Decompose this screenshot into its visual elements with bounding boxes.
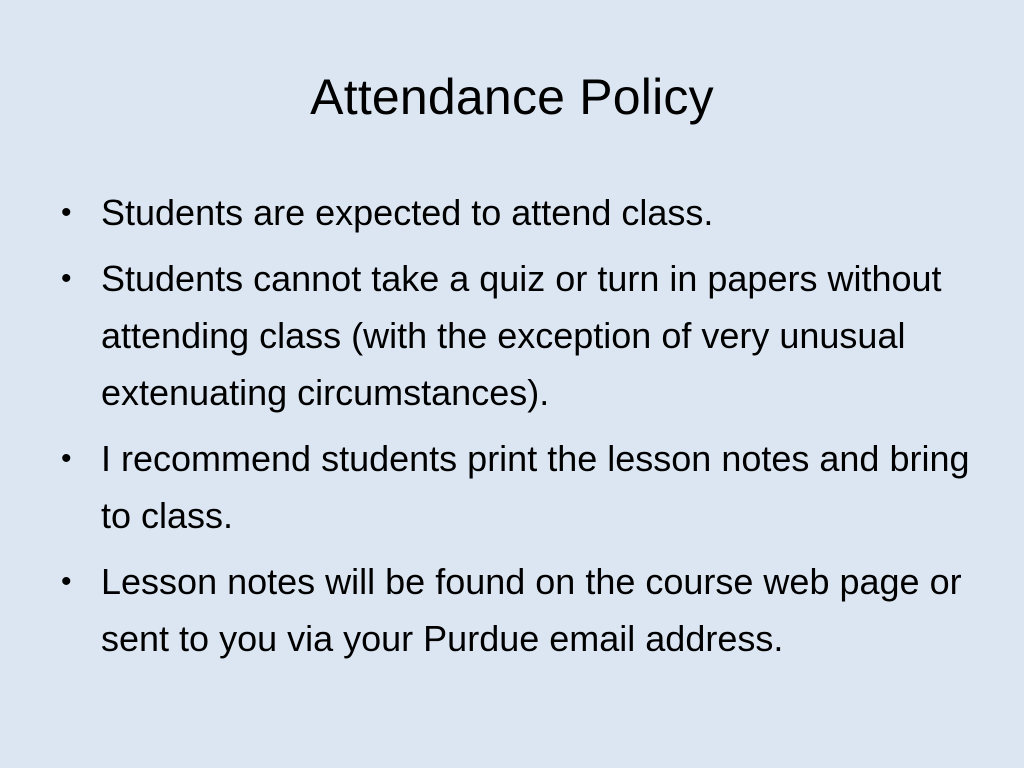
bullet-list	[52, 184, 972, 676]
bullet-text: Students cannot take a quiz or turn in papers without attending class (with the exception of very unusual extenuating circumstances).	[101, 258, 942, 413]
bullet-icon: •	[61, 442, 72, 475]
bullet-item	[52, 553, 972, 667]
bullet-text: I recommend students print the lesson notes and bring to class.	[101, 438, 970, 536]
bullet-icon: •	[61, 262, 72, 295]
bullet-item	[52, 250, 972, 421]
bullet-icon: •	[61, 196, 72, 229]
bullet-icon: •	[61, 565, 72, 598]
bullet-item	[52, 184, 972, 241]
bullet-text: Students are expected to attend class.	[101, 192, 714, 233]
bullet-item	[52, 430, 972, 544]
slide-title: Attendance Policy	[310, 69, 714, 125]
bullet-text: Lesson notes will be found on the course web page or sent to you via your Purdue email address.	[101, 561, 962, 659]
